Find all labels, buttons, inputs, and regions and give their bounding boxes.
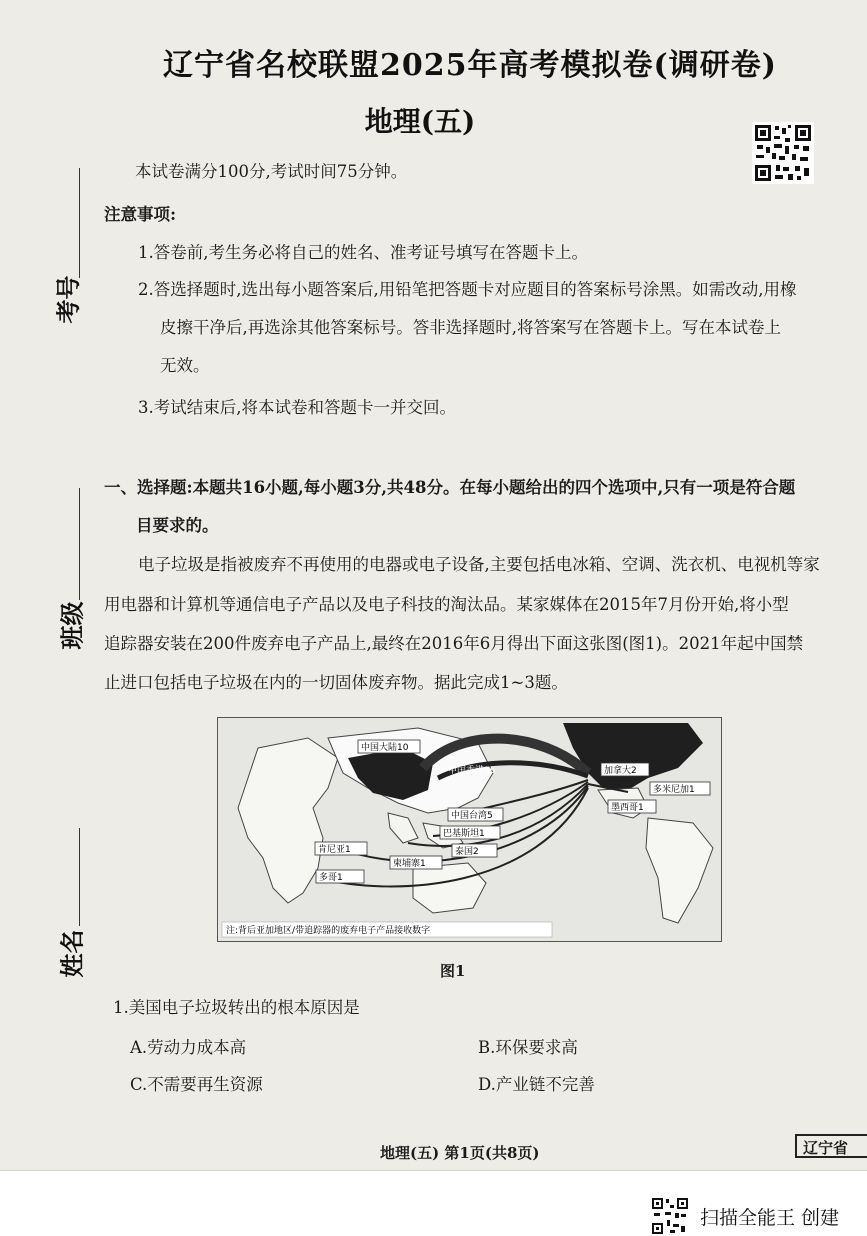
question-1-stem: 1.美国电子垃圾转出的根本原因是 <box>113 998 360 1017</box>
question-1-option-d: D.产业链不完善 <box>478 1075 595 1094</box>
page-subtitle: 地理(五) <box>364 105 476 138</box>
class-line <box>79 488 80 600</box>
notice-item-1: 1.答卷前,考生务必将自己的姓名、准考证号填写在答题卡上。 <box>138 243 588 262</box>
region-stamp: 辽宁省 <box>795 1134 867 1158</box>
name-label: 姓名 <box>57 929 87 978</box>
notice-heading: 注意事项: <box>104 205 177 224</box>
notice-item-2-line-2: 皮擦干净后,再选涂其他答案标号。答非选择题时,将答案写在答题卡上。写在本试卷上 <box>160 318 781 337</box>
passage-line-4: 止进口包括电子垃圾在内的一切固体废弃物。据此完成1~3题。 <box>104 673 568 692</box>
scanner-watermark: 扫描全能王 创建 <box>700 1207 840 1229</box>
exam-number-label: 考号 <box>53 275 83 324</box>
map-label-mexico: 墨西哥1 <box>611 803 644 813</box>
question-1-option-b: B.环保要求高 <box>478 1038 578 1057</box>
notice-item-3: 3.考试结束后,将本试卷和答题卡一并交回。 <box>138 398 456 417</box>
map-label-taiwan: 中国台湾5 <box>451 811 493 821</box>
question-1-option-a: A.劳动力成本高 <box>130 1038 247 1057</box>
class-label: 班级 <box>57 601 87 650</box>
map-label-kenya: 肯尼亚1 <box>318 845 351 855</box>
map-note: 注:背后亚加地区/带追踪器的废弃电子产品接收数字 <box>226 926 431 936</box>
exam-info: 本试卷满分100分,考试时间75分钟。 <box>135 162 408 181</box>
world-map-figure <box>217 717 722 942</box>
map-label-dominica: 多米尼加1 <box>653 785 695 795</box>
figure-caption: 图1 <box>440 962 466 980</box>
page-footer: 地理(五) 第1页(共8页) <box>380 1144 540 1162</box>
map-label-cambodia: 柬埔寨1 <box>393 859 426 869</box>
name-line <box>79 828 80 926</box>
map-label-canada: 加拿大2 <box>604 766 637 776</box>
passage-line-3: 追踪器安装在200件废弃电子产品上,最终在2016年6月得出下面这张图(图1)。2021年起中国禁 <box>104 634 804 653</box>
question-1-option-c: C.不需要再生资源 <box>130 1075 263 1094</box>
map-label-thailand: 泰国2 <box>455 847 479 857</box>
map-label-china-mainland: 中国大陆10 <box>361 743 409 753</box>
section-heading-line-2: 目要求的。 <box>136 516 219 535</box>
exam-number-line <box>79 168 80 278</box>
notice-item-2-line-3: 无效。 <box>160 356 210 375</box>
notice-item-2-line-1: 2.答选择题时,选出每小题答案后,用铅笔把答题卡对应题目的答案标号涂黑。如需改动,用橡 <box>138 280 797 299</box>
passage-line-2: 用电器和计算机等通信电子产品以及电子科技的淘汰品。某家媒体在2015年7月份开始,将小型 <box>104 595 789 614</box>
passage-line-1: 电子垃圾是指被废弃不再使用的电器或电子设备,主要包括电冰箱、空调、洗衣机、电视机等家 <box>138 555 820 574</box>
map-label-hong-kong: 中国香港36 <box>448 766 496 776</box>
scanner-qr-icon <box>650 1196 690 1236</box>
qr-code-icon <box>752 122 814 184</box>
map-label-pakistan: 巴基斯坦1 <box>443 829 485 839</box>
section-heading-line-1: 一、选择题:本题共16小题,每小题3分,共48分。在每小题给出的四个选项中,只有一项是符合题 <box>104 478 796 497</box>
map-label-togo: 多哥1 <box>319 873 343 883</box>
page-title: 辽宁省名校联盟2025年高考模拟卷(调研卷) <box>163 48 777 83</box>
